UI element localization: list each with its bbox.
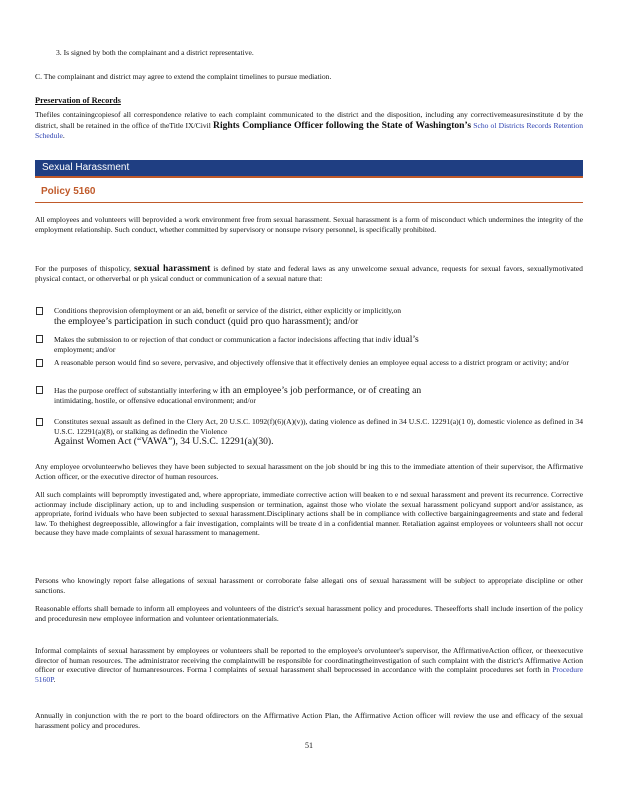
- list-item: Constitutes sexual assault as defined in the Clery Act, 20 U.S.C. 1092(f)(6)(A)(v)), dating violence as defined in 34 U.S.C. 12291(a)(1 0), domestic violence as defined in 34 U.S.C. 12291(a)(8), or stalking as definedin the Violence Against Women Act (“VAWA”), 34 U.S.C. 12291(a)(30).: [35, 417, 583, 447]
- intro-paragraph: All employees and volunteers will beprovided a work environment free from sexual harassment. Sexual harassment is a form of misconduct which undermines the integrity of the employment relationship. Such conduct, whether committed by supervisory or nonsupe rvisory personnel, is specifically prohibited.: [35, 215, 583, 234]
- policy-header: [35, 185, 583, 203]
- list-item: Makes the submission to or rejection of that conduct or communication a factor indecisions affecting that indiv idual’s employment; and/or: [35, 334, 583, 355]
- annual-review-paragraph: Annually in conjunction with the re port to the board ofdirectors on the Affirmative Action Plan, the Affirmative Action officer will review the use and efficacy of the sexual harassment policy and procedures.: [35, 711, 583, 730]
- bullet-box-icon: [35, 358, 43, 365]
- preservation-paragraph: Thefiles containingcopiesof all correspondence relative to each complaint communicated to the district and the disposition, including any correctivemeasuresinstitute d by the district, shall be retained in the office of theTitle IX/Civil Rights Compliance Officer following the State of Washington’s Scho ol Districts Records Retention Schedule.: [35, 110, 583, 140]
- procedure-5160p-link[interactable]: Procedure 5160P: [35, 665, 583, 684]
- definition-term: sexual harassment: [133, 263, 211, 274]
- list-item-3: 3. Is signed by both the complainant and a district representative.: [56, 48, 254, 57]
- bullet-box-icon: [35, 385, 43, 392]
- false-allegations-paragraph: Persons who knowingly report false allegations of sexual harassment or corroborate false allegati ons of sexual harassment will be subject to appropriate discipline or other sanctions.: [35, 576, 583, 595]
- policy-number: Policy 5160: [41, 186, 96, 197]
- preservation-heading: Preservation of Records: [35, 96, 121, 105]
- list-item: A reasonable person would find so severe, pervasive, and objectively offensive that it effectively denies an employee equal access to a district program or activity; and/or: [35, 358, 583, 368]
- bullet-box-icon: [35, 334, 43, 341]
- page-number: 51: [305, 741, 313, 750]
- list-item: Has the purpose oreffect of substantially interfering w ith an employee’s job performance, or of creating an intimidating, hostile, or offensive educational environment; and/or: [35, 385, 583, 406]
- bullet-box-icon: [35, 417, 43, 424]
- section-title: Sexual Harassment: [42, 162, 130, 173]
- reporting-paragraph: Any employee orvolunteerwho believes they have been subjected to sexual harassment on the job should br ing this to the immediate attention of their supervisor, the Affirmative Action officer, or the executive director of human resources.: [35, 462, 583, 481]
- list-item: Conditions theprovision ofemployment or an aid, benefit or service of the district, either explicitly or implicitly,on the employee’s participation in such conduct (quid pro quo harassment); and/or: [35, 306, 583, 327]
- compliance-officer-text: Rights Compliance Officer following the State of Washington’s: [213, 119, 472, 131]
- retention-schedule-link[interactable]: Scho ol Districts Records Retention Schedule: [35, 120, 583, 140]
- section-title-bar: [35, 160, 583, 178]
- notification-paragraph: Reasonable efforts shall bemade to inform all employees and volunteers of the district's sexual harassment policy and procedures. Theseefforts shall include insertion of the policy and proceduresin new employee information and volunteer orientationmaterials.: [35, 604, 583, 623]
- investigation-paragraph: All such complaints will bepromptly investigated and, where appropriate, immediate corrective action will beaken to e nd sexual harassment and prevent its recurrence. Corrective actionmay include disciplinary action, up to and including suspension or termination, against those who violate the sexual harassment policyand support and/or assistance, as appropriate, forind ividuals who have been subjected to sexual harassment.Disciplinary actions shall be in compliance with collective bargainingagreements and state and federal law. To thehighest degreepossible, allowingfor a fair investigation, complaints will be treate d in a confidential manner. Retaliation against employees or volunteers shall not occur because they have made complaints of sexual harassment to management.: [35, 490, 583, 538]
- list-item-c: C. The complainant and district may agree to extend the complaint timelines to pursue mediation.: [35, 72, 332, 81]
- bullet-box-icon: [35, 306, 43, 313]
- complaints-paragraph: Informal complaints of sexual harassment by employees or volunteers shall be reported to the employee's orvolunteer's supervisor, the AffirmativeAction officer, or theexecutive director of human resources. The administrator receiving the complaintwill be responsible for coordinatingtheinvestigation of such complaint with the district's Affirmative Action officer or executive director of humanresources. Forma l complaints of sexual harassment shall beprocessed in accordance with the complaint procedures set forth in Procedure 5160P.: [35, 646, 583, 684]
- definition-paragraph: For the purposes of thispolicy, sexual harassment is defined by state and federal laws as any unwelcome sexual advance, requests for sexual favors, sexuallymotivated physical contact, or otherverbal or ph ysical conduct or communication of a sexual nature that:: [35, 263, 583, 283]
